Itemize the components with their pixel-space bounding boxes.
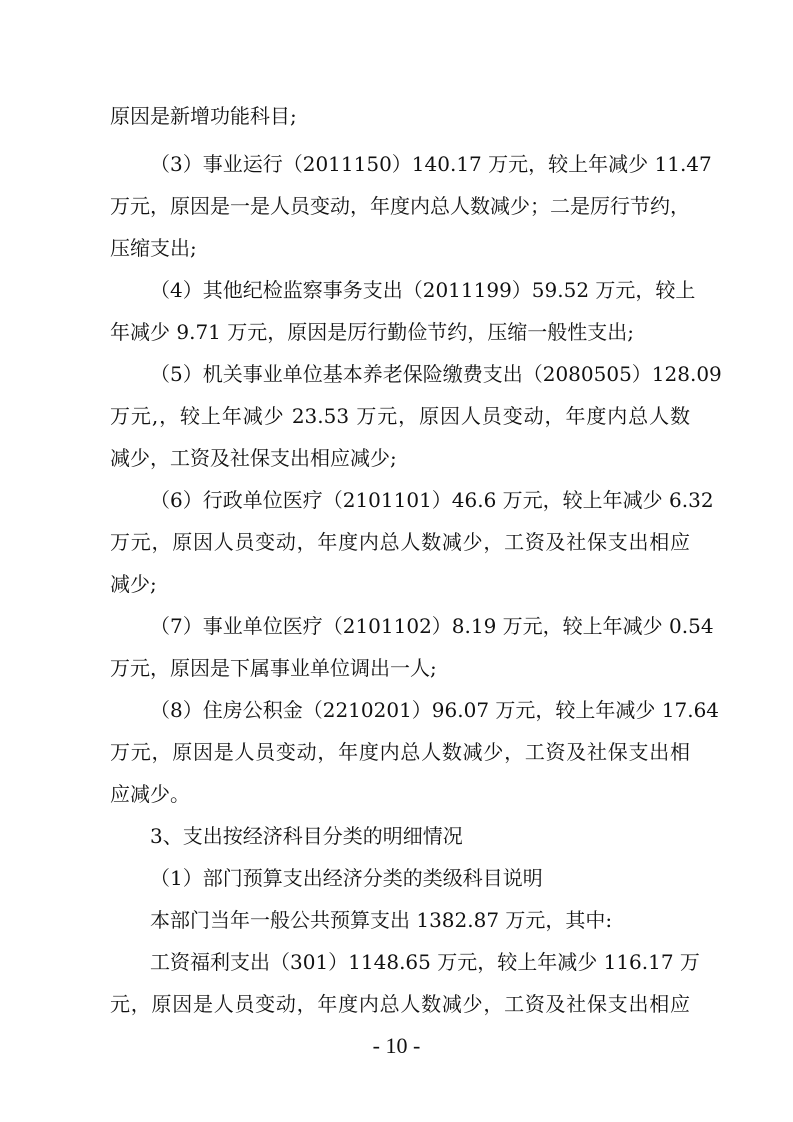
text-line: （8）住房公积金（2210201）96.07 万元，较上年减少 17.64	[150, 698, 720, 722]
page-number: - 10 -	[372, 1033, 421, 1058]
text-line: 减少，工资及社保支出相应减少;	[110, 446, 397, 470]
text-line: 万元,，较上年减少 23.53 万元，原因人员变动，年度内总人数	[110, 404, 690, 428]
text-line: （7）事业单位医疗（2101102）8.19 万元，较上年减少 0.54	[150, 614, 714, 638]
section-heading: 3、支出按经济科目分类的明细情况	[150, 824, 463, 848]
subsection-heading: （1）部门预算支出经济分类的类级科目说明	[150, 866, 543, 890]
text-line: 应减少。	[110, 782, 190, 806]
text-line: 万元，原因是一是人员变动，年度内总人数减少；二是厉行节约，	[110, 194, 690, 218]
text-line: 万元，原因人员变动，年度内总人数减少，工资及社保支出相应	[110, 530, 690, 554]
text-line: （4）其他纪检监察事务支出（2011199）59.52 万元，较上	[150, 278, 696, 302]
text-line: 万元，原因是下属事业单位调出一人;	[110, 656, 437, 680]
text-line: 减少;	[110, 572, 157, 596]
text-line: （6）行政单位医疗（2101101）46.6 万元，较上年减少 6.32	[150, 488, 714, 512]
text-line: （3）事业运行（2011150）140.17 万元，较上年减少 11.47	[150, 152, 712, 176]
text-line: 元，原因是人员变动，年度内总人数减少，工资及社保支出相应	[110, 992, 690, 1016]
text-line: 原因是新增功能科目;	[110, 104, 297, 128]
text-line: 本部门当年一般公共预算支出 1382.87 万元，其中:	[150, 908, 613, 932]
text-line: （5）机关事业单位基本养老保险缴费支出（2080505）128.09	[150, 362, 722, 386]
text-line: 压缩支出;	[110, 236, 197, 260]
text-line: 万元，原因是人员变动，年度内总人数减少，工资及社保支出相	[110, 740, 690, 764]
text-line: 年减少 9.71 万元，原因是厉行勤俭节约，压缩一般性支出;	[110, 320, 634, 344]
text-line: 工资福利支出（301）1148.65 万元，较上年减少 116.17 万	[150, 950, 700, 974]
